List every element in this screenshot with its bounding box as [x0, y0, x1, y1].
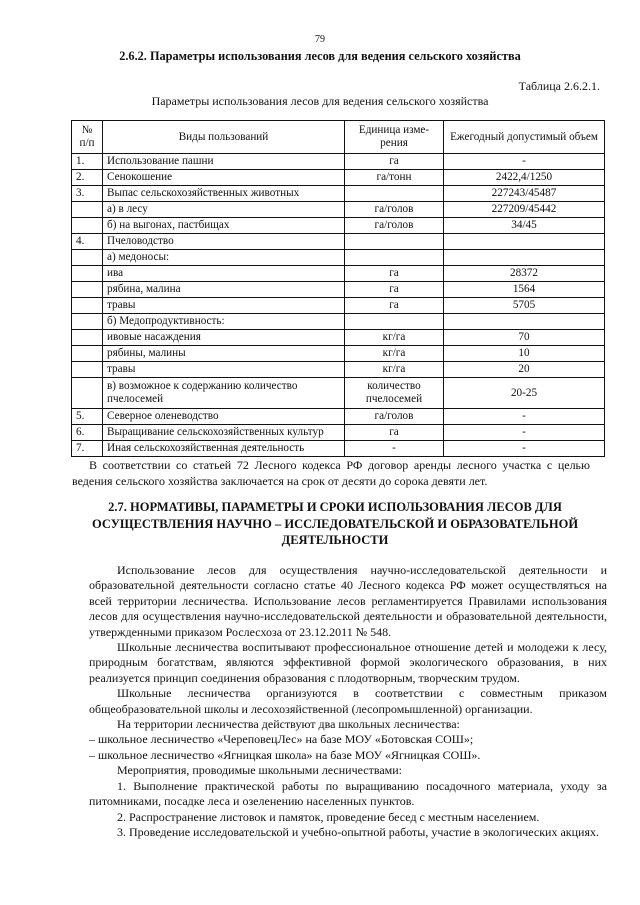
cell-usage-type: Пчеловодство: [103, 234, 345, 250]
cell-number: [72, 298, 103, 314]
section-27-heading: 2.7. НОРМАТИВЫ, ПАРАМЕТРЫ И СРОКИ ИСПОЛЬЗОВАНИЯ ЛЕСОВ ДЛЯ ОСУЩЕСТВЛЕНИЯ НАУЧНО – ИССЛЕДОВАТЕЛЬСКОЙ И ОБРАЗОВАТЕЛЬНОЙ ДЕЯТЕЛЬНОСТИ: [91, 500, 579, 547]
cell-unit: га: [345, 298, 444, 314]
cell-annual-volume: [444, 234, 605, 250]
header-usage-type: Виды пользований: [103, 121, 345, 154]
cell-number: [72, 314, 103, 330]
cell-number: [72, 202, 103, 218]
paragraph-school-forestry: Школьные лесничества воспитывают профессиональное отношение детей и молодежи к лесу, природным богатствам, являются эффективной формой экологического образования, в них реализуется принцип соединения образования с плодотворным, творческим трудом.: [89, 640, 607, 685]
cell-usage-type: б) на выгонах, пастбищах: [103, 218, 345, 234]
cell-usage-type: рябины, малины: [103, 346, 345, 362]
cell-unit: [345, 250, 444, 266]
cell-number: 4.: [72, 234, 103, 250]
table-label: Таблица 2.6.2.1.: [518, 79, 600, 93]
cell-unit: га/голов: [345, 218, 444, 234]
cell-annual-volume: 20: [444, 362, 605, 378]
cell-annual-volume: -: [444, 425, 605, 441]
cell-usage-type: в) возможное к содержанию количество пчелосемей: [103, 378, 345, 409]
table-row: [72, 154, 605, 170]
table-row: [72, 409, 605, 425]
parameters-table: [71, 120, 605, 457]
table-body: [72, 154, 605, 457]
cell-usage-type: Выпас сельскохозяйственных животных: [103, 186, 345, 202]
cell-unit: кг/га: [345, 362, 444, 378]
cell-unit: количество пчелосемей: [345, 378, 444, 409]
cell-number: [72, 250, 103, 266]
cell-unit: га: [345, 425, 444, 441]
table-row: [72, 362, 605, 378]
cell-usage-type: Использование пашни: [103, 154, 345, 170]
cell-number: [72, 218, 103, 234]
lease-term-note: В соответствии со статьей 72 Лесного кодекса РФ договор аренды лесного участка с целью ведения сельского хозяйства заключается на срок от десяти до сорока девяти лет.: [72, 458, 590, 488]
cell-annual-volume: 2422,4/1250: [444, 170, 605, 186]
cell-annual-volume: 10: [444, 346, 605, 362]
cell-number: [72, 282, 103, 298]
cell-number: 5.: [72, 409, 103, 425]
paragraph-two-forestries: На территории лесничества действуют два школьных лесничества:: [117, 717, 460, 732]
table-caption: Параметры использования лесов для ведения сельского хозяйства: [151, 94, 489, 108]
paragraph-organization: Школьные лесничества организуются в соответствии с совместным приказом общеобразовательной школы и лесохозяйственной (лесопромышленной) организации.: [89, 686, 607, 716]
table-row: [72, 202, 605, 218]
activity-item-2: 2. Распространение листовок и памяток, проведение бесед с местным населением.: [117, 809, 540, 824]
cell-annual-volume: 1564: [444, 282, 605, 298]
cell-unit: га/голов: [345, 409, 444, 425]
table-row: [72, 298, 605, 314]
table-row: [72, 425, 605, 441]
table-row: [72, 330, 605, 346]
cell-annual-volume: 20-25: [444, 378, 605, 409]
header-number: № п/п: [72, 121, 103, 154]
cell-annual-volume: 34/45: [444, 218, 605, 234]
table-row: [72, 234, 605, 250]
cell-number: 3.: [72, 186, 103, 202]
cell-annual-volume: 227209/45442: [444, 202, 605, 218]
table-row: [72, 218, 605, 234]
cell-unit: га/голов: [345, 202, 444, 218]
activity-item-1: 1. Выполнение практической работы по выращиванию посадочного материала, уходу за питомниками, посадке леса и озеленению населенных пунктов.: [89, 778, 607, 809]
table-header-row: [72, 121, 605, 154]
cell-annual-volume: [444, 250, 605, 266]
table-row: [72, 282, 605, 298]
cell-annual-volume: [444, 314, 605, 330]
cell-usage-type: травы: [103, 362, 345, 378]
table-row: [72, 314, 605, 330]
table-row: [72, 186, 605, 202]
cell-unit: -: [345, 441, 444, 457]
section-27-body: [89, 563, 607, 840]
header-annual-volume: Ежегодный допустимый объем: [444, 121, 605, 154]
table-row: [72, 346, 605, 362]
cell-annual-volume: -: [444, 441, 605, 457]
cell-usage-type: а) в лесу: [103, 202, 345, 218]
cell-number: [72, 330, 103, 346]
cell-unit: [345, 234, 444, 250]
cell-number: [72, 362, 103, 378]
cell-number: 1.: [72, 154, 103, 170]
cell-usage-type: а) медоносы:: [103, 250, 345, 266]
table-row: [72, 170, 605, 186]
cell-annual-volume: 5705: [444, 298, 605, 314]
cell-annual-volume: 28372: [444, 266, 605, 282]
cell-usage-type: Иная сельскохозяйственная деятельность: [103, 441, 345, 457]
cell-annual-volume: -: [444, 409, 605, 425]
cell-unit: [345, 186, 444, 202]
list-item-yagnitskaya: – школьное лесничество «Ягницкая школа» на базе МОУ «Ягницкая СОШ».: [89, 747, 481, 762]
table-row: [72, 378, 605, 409]
header-unit: Единица изме-рения: [345, 121, 444, 154]
cell-usage-type: травы: [103, 298, 345, 314]
paragraph-activities: Мероприятия, проводимые школьными лесничествами:: [117, 763, 403, 778]
cell-unit: га: [345, 266, 444, 282]
cell-number: 2.: [72, 170, 103, 186]
activity-item-3: 3. Проведение исследовательской и учебно-опытной работы, участие в экологических акциях.: [117, 824, 599, 839]
cell-unit: кг/га: [345, 330, 444, 346]
table-row: [72, 250, 605, 266]
cell-usage-type: б) Медопродуктивность:: [103, 314, 345, 330]
cell-number: [72, 378, 103, 409]
cell-annual-volume: -: [444, 154, 605, 170]
cell-annual-volume: 70: [444, 330, 605, 346]
cell-annual-volume: 227243/45487: [444, 186, 605, 202]
section-heading: 2.6.2. Параметры использования лесов для ведения сельского хозяйства: [119, 49, 521, 63]
cell-usage-type: Северное оленеводство: [103, 409, 345, 425]
paragraph-legal-basis: Использование лесов для осуществления научно-исследовательской деятельности и образовательной деятельности согласно статье 40 Лесного кодекса РФ может осуществляться на всей территории лесничества. Использование лесов регламентируется Правилами использования лесов для осуществления научно-исследовательской деятельности и образовательной деятельности, утвержденными приказом Рослесхоза от 23.12.2011 № 548.: [89, 563, 607, 639]
cell-unit: кг/га: [345, 346, 444, 362]
cell-unit: га/тонн: [345, 170, 444, 186]
cell-usage-type: рябина, малина: [103, 282, 345, 298]
cell-usage-type: Выращивание сельскохозяйственных культур: [103, 425, 345, 441]
cell-number: [72, 346, 103, 362]
cell-unit: га: [345, 282, 444, 298]
cell-number: [72, 266, 103, 282]
table-row: [72, 441, 605, 457]
cell-usage-type: ивовые насаждения: [103, 330, 345, 346]
cell-usage-type: Сенокошение: [103, 170, 345, 186]
cell-number: 7.: [72, 441, 103, 457]
cell-number: 6.: [72, 425, 103, 441]
table-row: [72, 266, 605, 282]
page-number: 79: [315, 34, 325, 45]
cell-unit: га: [345, 154, 444, 170]
cell-unit: [345, 314, 444, 330]
cell-usage-type: ива: [103, 266, 345, 282]
list-item-cherepovetsles: – школьное лесничество «ЧереповецЛес» на базе МОУ «Ботовская СОШ»;: [89, 732, 474, 747]
